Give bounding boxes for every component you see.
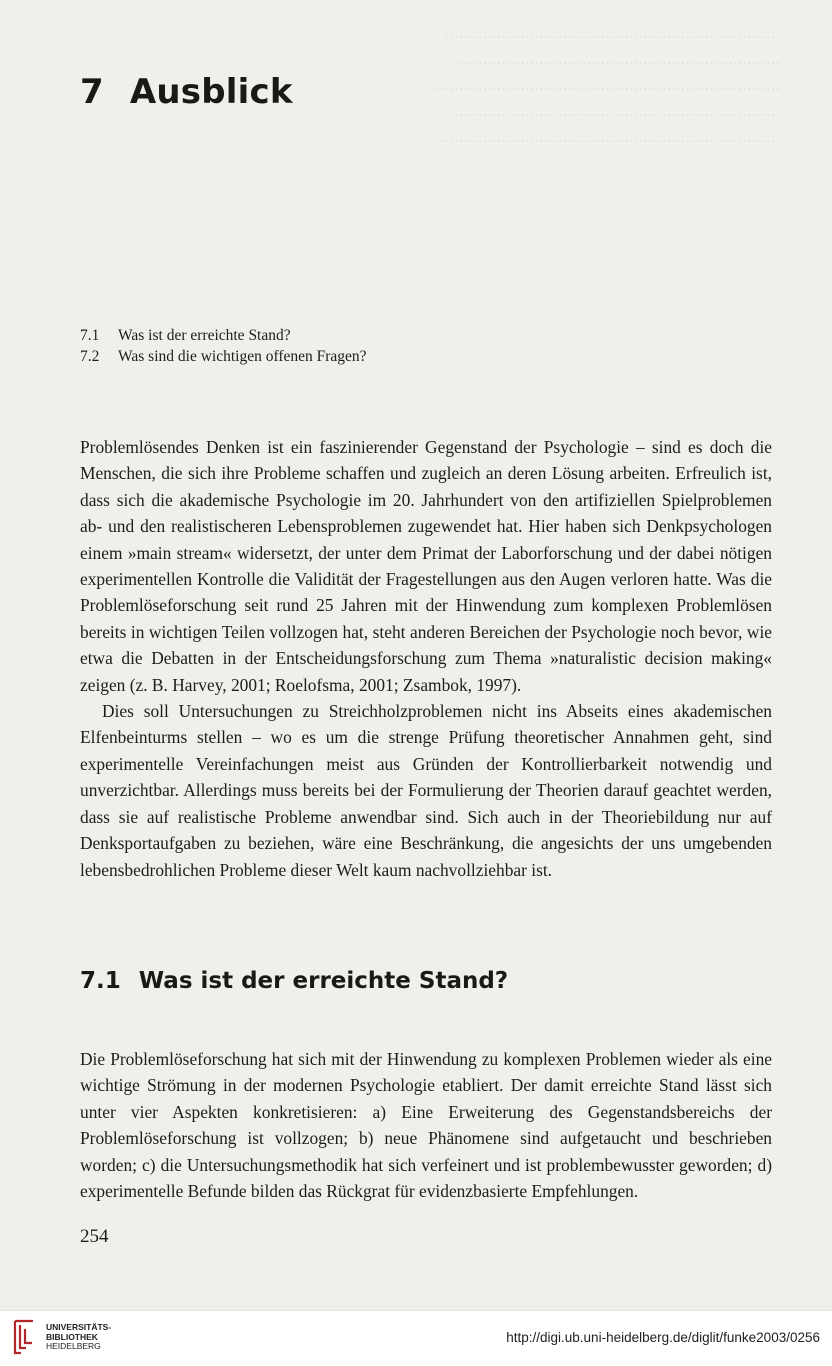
toc-item [80, 325, 367, 346]
toc-item-number: 7.1 [80, 327, 100, 344]
toc-item-title: Was sind die wichtigen offenen Fragen? [118, 348, 367, 365]
toc-item [80, 346, 367, 367]
toc-item-title: Was ist der erreichte Stand? [118, 327, 291, 344]
chapter-heading [80, 72, 293, 112]
library-logo-icon [12, 1317, 36, 1357]
toc-item-number: 7.2 [80, 348, 100, 365]
library-name-line: UNIVERSITÄTS- [46, 1322, 112, 1332]
section-text [80, 1046, 772, 1204]
chapter-toc [80, 325, 367, 367]
show-through-background: ....................................................................... .................................................................... ......................................................................... ..................................................................... ........................................................................ [435, 23, 780, 146]
section-number: 7.1 [80, 968, 121, 994]
intro-text [80, 434, 772, 883]
chapter-number: 7 [80, 72, 104, 112]
library-name [46, 1323, 111, 1352]
intro-paragraph-1: Problemlösendes Denken ist ein faszinierender Gegenstand der Psychologie – sind es doch die Menschen, die sich ihre Probleme schaffen und zugleich an deren Lösung arbeiten. Erfreulich ist, dass sich die akademische Psychologie im 20. Jahrhundert von den artifiziellen Spielproblemen ab- und den realistischeren Lebensproblemen zugewendet hat. Hier haben sich Denkpsychologen einem »main stream« widersetzt, der unter dem Primat der Laborforschung und der dabei nötigen experimentellen Kontrolle die Validität der Fragestellungen aus den Augen verloren hatte. Was die Problemlöseforschung seit rund 25 Jahren mit der Hinwendung zum komplexen Problemlösen bereits in wichtigen Teilen vollzogen hat, steht anderen Bereichen der Psychologie noch bevor, wie etwa die Debatten in der Entscheidungsforschung zum Thema »naturalistic decision making« zeigen (z. B. Harvey, 2001; Roelofsma, 2001; Zsambok, 1997). [80, 437, 772, 695]
section-heading [80, 968, 508, 994]
intro-paragraph-2: Dies soll Untersuchungen zu Streichholzproblemen nicht ins Abseits eines akademischen Elfenbeinturms stellen – wo es um die strenge Prüfung theoretischer Annahmen geht, sind experimentelle Vereinfachungen meist aus Gründen der Kontrollierbarkeit notwendig und unverzichtbar. Allerdings muss bereits bei der Formulierung der Theorien darauf geachtet werden, dass sie auf realistische Probleme anwendbar sind. Sich auch in der Theoriebildung nur auf Denksportaufgaben zu beziehen, wäre eine Beschränkung, die angesichts der uns umgebenden lebensbedrohlichen Probleme dieser Welt kaum nachvollziehbar ist. [80, 701, 772, 880]
library-name-line: BIBLIOTHEK [46, 1331, 98, 1342]
source-url-link[interactable]: http://digi.ub.uni-heidelberg.de/diglit/funke2003/0256 [506, 1330, 820, 1345]
digitization-footer [0, 1310, 832, 1366]
page-number: 254 [80, 1226, 109, 1247]
library-name-line: HEIDELBERG [46, 1341, 101, 1351]
section-paragraph-1: Die Problemlöseforschung hat sich mit der Hinwendung zu komplexen Problemen wieder als eine wichtige Strömung in der modernen Psychologie etabliert. Der damit erreichte Stand lässt sich unter vier Aspekten konkretisieren: a) Eine Erweiterung des Gegenstandsbereichs der Problemlöseforschung ist vollzogen; b) neue Phänomene sind aufgetaucht und beschrieben worden; c) die Untersuchungsmethodik hat sich verfeinert und ist problembewusster geworden; d) experimentelle Befunde bilden das Rückgrat für evidenzbasierte Empfehlungen. [80, 1049, 772, 1202]
chapter-title: Ausblick [129, 72, 293, 112]
section-title: Was ist der erreichte Stand? [138, 968, 509, 994]
